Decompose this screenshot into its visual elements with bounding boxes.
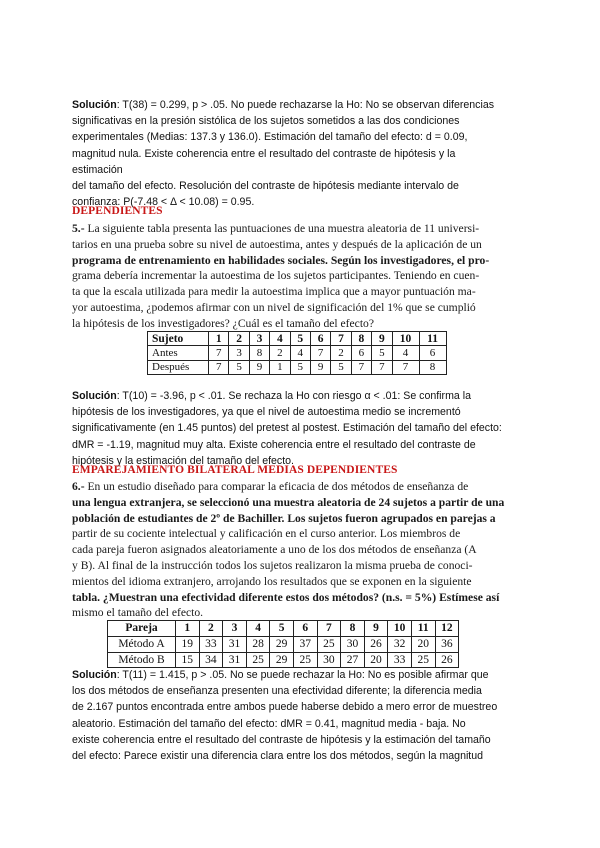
problem-line: población de estudiantes de 2º de Bachiller. Los sujetos fueron agrupados en parejas a — [72, 511, 496, 525]
table-cell: 9 — [372, 332, 392, 346]
table-cell: 11 — [419, 332, 446, 346]
table-row — [148, 346, 447, 360]
problem-line: y B). Al final de la instrucción todos los sujetos realizaron la misma prueba de conoci- — [72, 558, 473, 572]
table-cell: 31 — [223, 652, 247, 668]
table-cell: 7 — [317, 621, 341, 637]
table-cell: 31 — [223, 636, 247, 652]
solution-line: confianza: P(-7.48 < Δ < 10.08) = 0.95. — [72, 196, 255, 209]
table-cell: 6 — [310, 332, 330, 346]
table-cell: 9 — [249, 360, 269, 374]
problem-line: la hipótesis de los investigadores? ¿Cuál es el tamaño del efecto? — [72, 316, 374, 330]
table-cell: 26 — [435, 652, 459, 668]
solution-line: hipótesis de los investigadores, ya que el nivel de autoestima medio se incrementó — [72, 406, 461, 419]
problem-number: 6.- — [72, 480, 85, 493]
solution-line: aleatorio. Estimación del tamaño del efecto: dMR = 0.41, magnitud media - baja. No — [72, 717, 466, 730]
solution-line: Solución: T(10) = -3.96, p < .01. Se rechaza la Ho con riesgo α < .01: Se confirma la — [72, 390, 471, 402]
table-cell: 7 — [209, 360, 229, 374]
table-cell: 7 — [351, 360, 371, 374]
table-cell: 6 — [419, 346, 446, 360]
table-cell: 3 — [249, 332, 269, 346]
table-cell: 29 — [270, 636, 294, 652]
table-cell: 8 — [419, 360, 446, 374]
table-row — [108, 652, 459, 668]
table-cell: Antes — [148, 346, 209, 360]
table-cell: 33 — [199, 636, 223, 652]
problem-6-statement — [72, 479, 512, 621]
table-cell: 8 — [249, 346, 269, 360]
solution-label: Solución — [72, 390, 117, 402]
solution-line: de 2.167 puntos encontrada entre ambos puede haberse debido a mero error de muestreo — [72, 701, 498, 714]
table-cell: Método B — [108, 652, 176, 668]
table-cell: 30 — [317, 652, 341, 668]
table-cell: 5 — [229, 360, 249, 374]
solution-line: experimentales (Medias: 137.3 y 136.0). Estimación del tamaño del efecto: d = 0.09, — [72, 131, 468, 144]
table-cell: 7 — [372, 360, 392, 374]
table-cell: 10 — [392, 332, 419, 346]
table-cell: Método A — [108, 636, 176, 652]
table-cell: 10 — [388, 621, 412, 637]
table-cell: 4 — [246, 621, 270, 637]
problem-line: mientos del idioma extranjero, arrojando los resultados que se exponen en la siguiente — [72, 574, 472, 588]
table-cell: 37 — [293, 636, 317, 652]
solution-line: significativas en la presión sistólica de los sujetos sometidos a las dos condiciones — [72, 115, 460, 128]
solution-line: los dos métodos de enseñanza presenten una efectividad diferente; la diferencia media — [72, 685, 482, 698]
table-cell: 19 — [176, 636, 200, 652]
problem-line: grama debería incrementar la autoestima de los sujetos participantes. Teniendo en cuen- — [72, 269, 480, 283]
table-row — [108, 636, 459, 652]
table-cell: 8 — [341, 621, 365, 637]
problem-line: 6.- En un estudio diseñado para comparar la eficacia de dos métodos de enseñanza de — [72, 480, 469, 493]
solution-line: dMR = -1.19, magnitud muy alta. Existe coherencia entre el resultado del contraste de — [72, 438, 476, 451]
table-cell: 5 — [290, 360, 310, 374]
data-table-autoestima — [147, 331, 447, 375]
table-cell: 7 — [310, 346, 330, 360]
problem-line: programa de entrenamiento en habilidades sociales. Según los investigadores, el pro- — [72, 253, 490, 267]
table-cell: 28 — [246, 636, 270, 652]
table-cell: 4 — [392, 346, 419, 360]
solution-line: Solución: T(11) = 1.415, p > .05. No se puede rechazar la Ho: No es posible afirmar que — [72, 669, 489, 681]
table-cell: 33 — [388, 652, 412, 668]
problem-line: yor autoestima, ¿podemos afirmar con un nivel de significación del 1% que se cumplió — [72, 300, 476, 314]
problem-5-statement — [72, 221, 512, 332]
solution-block-2 — [72, 388, 522, 469]
solution-line: del efecto: Parece existir una diferencia clara entre los dos métodos, según la magnitud — [72, 750, 484, 763]
table-cell: 34 — [199, 652, 223, 668]
table-cell: 4 — [290, 346, 310, 360]
table-cell: 5 — [372, 346, 392, 360]
solution-line: Solución: T(38) = 0.299, p > .05. No puede rechazarse la Ho: No se observan diferencias — [72, 99, 495, 111]
table-cell: 20 — [364, 652, 388, 668]
data-table-metodos — [107, 620, 459, 668]
table-cell: 6 — [351, 346, 371, 360]
problem-line: tabla. ¿Muestran una efectividad diferente estos dos métodos? (n.s. = 5%) Estímese así — [72, 590, 500, 604]
problem-line: cada pareja fueron asignados aleatoriamente a uno de los dos métodos de enseñanza (A — [72, 543, 477, 557]
solution-block-3 — [72, 667, 522, 764]
table-row — [148, 360, 447, 374]
table-cell: 29 — [270, 652, 294, 668]
table-cell: 3 — [223, 621, 247, 637]
problem-number: 5.- — [72, 222, 85, 235]
table-cell: 12 — [435, 621, 459, 637]
solution-label: Solución — [72, 99, 117, 111]
table-cell: 7 — [331, 332, 351, 346]
table-cell: 6 — [293, 621, 317, 637]
table-cell: 9 — [364, 621, 388, 637]
section-heading-dependientes: DEPENDIENTES — [72, 205, 163, 217]
problem-line: tarios en una prueba sobre su nivel de autoestima, antes y después de la aplicación de un — [72, 237, 482, 251]
section-heading-emparejamiento: EMPAREJAMIENTO BILATERAL MEDIAS DEPENDIENTES — [72, 464, 398, 476]
table-cell: 1 — [209, 332, 229, 346]
solution-line: significativamente (en 1.45 puntos) del pretest al postest. Estimación del tamaño del efecto: — [72, 422, 502, 435]
table-cell: 27 — [341, 652, 365, 668]
table-cell: 7 — [392, 360, 419, 374]
table-cell: 30 — [341, 636, 365, 652]
table-cell: 5 — [331, 360, 351, 374]
table-cell: 25 — [411, 652, 435, 668]
problem-line: una lengua extranjera, se seleccionó una muestra aleatoria de 24 sujetos a partir de una — [72, 495, 505, 509]
table-cell: 26 — [364, 636, 388, 652]
table-cell: 1 — [176, 621, 200, 637]
table-cell: 25 — [246, 652, 270, 668]
table-cell: 36 — [435, 636, 459, 652]
table-cell: 25 — [317, 636, 341, 652]
table-cell: 1 — [270, 360, 290, 374]
solution-line: del tamaño del efecto. Resolución del contraste de hipótesis mediante intervalo de — [72, 180, 459, 193]
table-cell: 9 — [310, 360, 330, 374]
table-cell: 25 — [293, 652, 317, 668]
table-cell: 15 — [176, 652, 200, 668]
table-cell: Sujeto — [148, 332, 209, 346]
table-cell: 2 — [199, 621, 223, 637]
table-header-row — [108, 621, 459, 637]
solution-line: existe coherencia entre el resultado del contraste de hipótesis y la estimación del tamaño — [72, 733, 491, 746]
table-cell: 20 — [411, 636, 435, 652]
problem-line: partir de su cociente intelectual y calificación en el curso anterior. Los miembros de — [72, 527, 461, 541]
table-cell: 5 — [270, 621, 294, 637]
solution-line: magnitud nula. Existe coherencia entre el resultado del contraste de hipótesis y la — [72, 147, 456, 160]
solution-line: hipótesis y la estimación del tamaño del efecto. — [72, 454, 295, 467]
table-cell: 2 — [270, 346, 290, 360]
table-cell: 11 — [411, 621, 435, 637]
table-cell: 7 — [209, 346, 229, 360]
table-cell: Después — [148, 360, 209, 374]
problem-line: ta que la escala utilizada para medir la autoestima implica que a mayor puntuación ma- — [72, 285, 476, 299]
table-cell: 8 — [351, 332, 371, 346]
table-cell: 4 — [270, 332, 290, 346]
table-cell: 2 — [331, 346, 351, 360]
table-cell: 3 — [229, 346, 249, 360]
problem-line: 5.- La siguiente tabla presenta las puntuaciones de una muestra aleatoria de 11 universi- — [72, 222, 480, 235]
table-cell: 2 — [229, 332, 249, 346]
problem-line: mismo el tamaño del efecto. — [72, 606, 204, 620]
solution-label: Solución — [72, 669, 117, 681]
table-cell: 5 — [290, 332, 310, 346]
solution-block-1 — [72, 97, 522, 210]
table-header-row — [148, 332, 447, 346]
table-cell: Pareja — [108, 621, 176, 637]
table-cell: 32 — [388, 636, 412, 652]
solution-line: estimación — [72, 163, 123, 176]
